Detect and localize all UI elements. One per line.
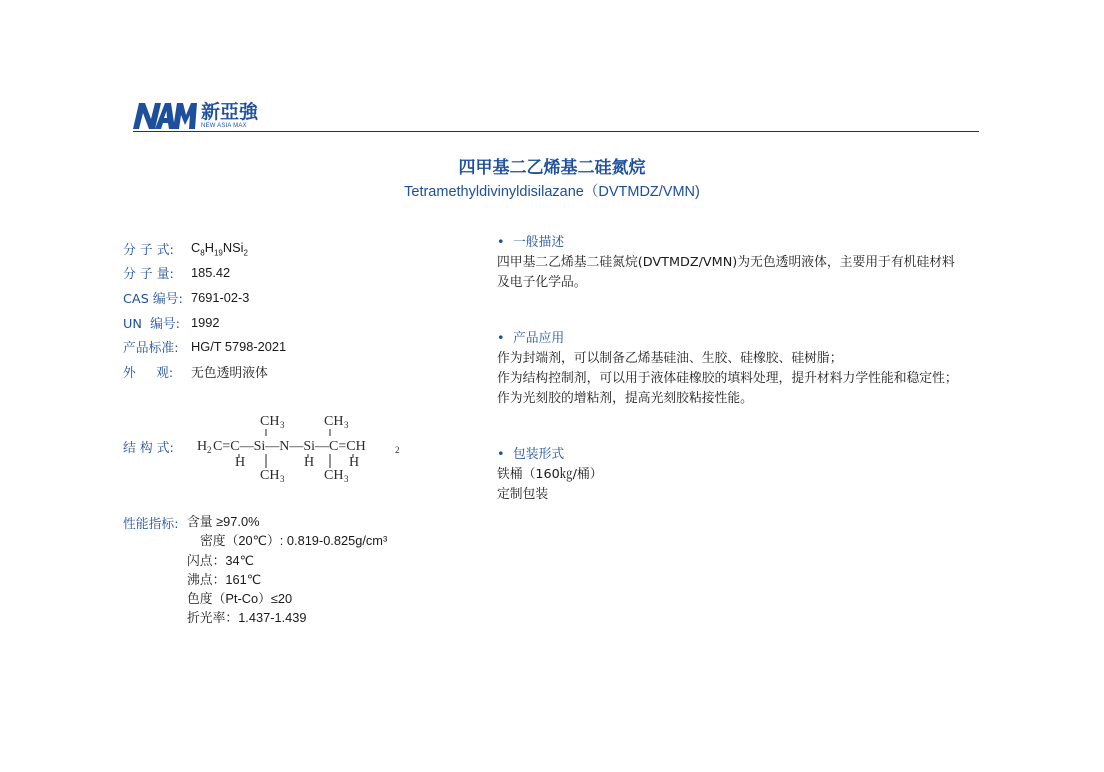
property-cas [123,285,286,310]
standard-label: 产品标准: [123,341,179,357]
cas-label: CAS 编号: [123,291,183,307]
cas-value: 7691-02-3 [191,289,250,305]
formula-c: C [191,239,201,255]
struct-main-chain: C=C—Si—N—Si—C=CH [213,439,366,454]
formula-rest: NSi [222,239,244,255]
struct-right-sub: 2 [395,445,400,455]
packaging-body [497,465,987,505]
overview-heading [497,233,987,253]
property-un [123,310,286,335]
struct-h-left: H [235,455,246,470]
spec-flash-point: 闪点：34℃ [187,552,254,568]
section-overview [497,233,987,293]
application-bullet: • [497,331,505,346]
spec-color: 色度（Pt-Co）≤20 [187,591,293,607]
property-standard [123,334,286,359]
struct-left-sub: 2 [207,445,212,455]
struct-top-left-ch: CH [260,414,280,429]
overview-title: 一般描述 [513,235,565,250]
struct-left-h: H [197,439,208,454]
formula-h: H [204,239,214,255]
company-logo [133,101,258,129]
application-line: 作为封端剂，可以制备乙烯基硅油、生胶、硅橡胶、硅树脂； [497,351,843,366]
product-title-cn: 四甲基二乙烯基二硅氮烷 [458,158,646,178]
overview-line: 四甲基二乙烯基二硅氮烷(DVTMDZ/VMN)为无色透明液体，主要用于有机硅材料 [497,255,955,270]
property-appearance [123,359,286,384]
overview-line: 及电子化学品。 [497,275,587,290]
section-packaging [497,445,987,505]
struct-top-left-sub: 3 [280,420,285,430]
struct-bottom-right-sub: 3 [344,474,349,484]
packaging-bullet: • [497,447,505,462]
packaging-heading [497,445,987,465]
header-divider [133,131,979,132]
specs-list [187,512,387,628]
application-line: 作为光刻胶的增粘剂，提高光刻胶粘接性能。 [497,391,753,406]
struct-top-right-sub: 3 [344,420,349,430]
un-value: 1992 [191,314,220,330]
formula-label: 分 子 式: [123,242,174,258]
spec-content: 含量 ≥97.0% [187,514,260,529]
formula-value [191,240,248,258]
overview-bullet: • [497,235,505,250]
property-weight [123,261,286,286]
application-heading [497,329,987,349]
spec-refractive-index: 折光率：1.437-1.439 [187,610,307,626]
appearance-label: 外 观: [123,365,174,381]
appearance-value: 无色透明液体 [191,364,268,380]
property-list [123,236,286,384]
product-title-en: Tetramethyldivinyldisilazane（DVTMDZ/VMN) [404,184,700,200]
application-title: 产品应用 [513,331,565,346]
spec-boiling-point: 沸点：161℃ [187,571,262,587]
application-body [497,349,987,409]
standard-value: HG/T 5798-2021 [191,339,287,355]
structure-label: 结 构 式: [123,441,174,456]
struct-bottom-right-ch: CH [324,468,344,483]
struct-h-right: H [349,455,360,470]
overview-body [497,253,987,293]
formula-h-sub: 19 [213,248,223,258]
struct-bottom-left-sub: 3 [280,474,285,484]
packaging-line: 铁桶（160㎏/桶） [497,467,603,482]
logo-chinese-name: 新亞強 [201,101,259,123]
property-formula [123,236,286,261]
packaging-title: 包装形式 [513,447,565,462]
formula-c-sub: 8 [200,248,205,258]
struct-h-mid: H [304,455,315,470]
specs-label: 性能指标: [123,517,179,532]
section-application [497,329,987,409]
application-line: 作为结构控制剂，可以用于液体硅橡胶的填料处理，提升材料力学性能和稳定性； [497,371,958,386]
weight-value: 185.42 [191,265,231,281]
packaging-line: 定制包装 [497,487,549,502]
logo-english-name: NEW ASIA MAX [201,123,247,129]
weight-label: 分 子 量: [123,267,174,283]
structural-formula [190,408,410,488]
formula-si-sub: 2 [243,248,248,258]
un-label: UN 编号: [123,316,180,332]
spec-density: 密度（20℃）: 0.819-0.825g/cm³ [200,533,388,549]
nam-logo-mark-icon [133,103,199,129]
struct-top-right-ch: CH [324,414,344,429]
struct-bottom-left-ch: CH [260,468,280,483]
